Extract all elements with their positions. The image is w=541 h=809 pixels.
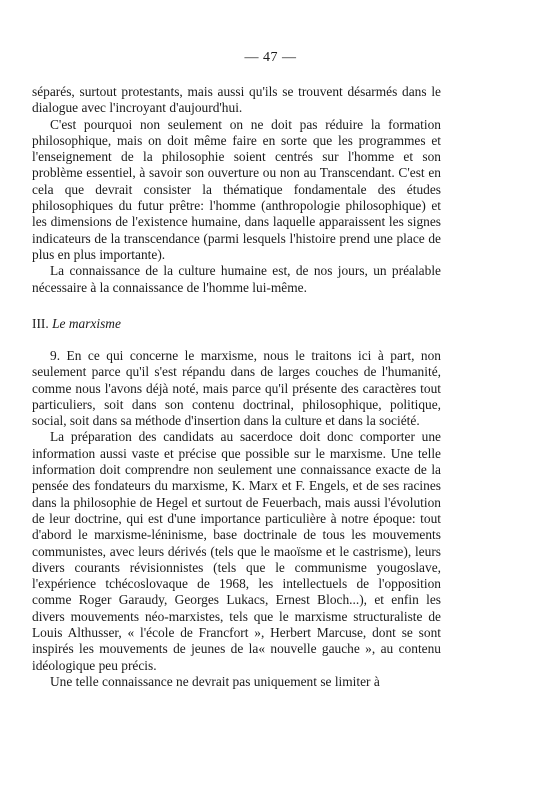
section-title: Le marxisme — [52, 316, 121, 331]
section-number: III. — [32, 316, 49, 331]
paragraph: La préparation des candidats au sacerdoce doit donc comporter une information aussi vaste et précise que possible sur le marxisme. Une telle information doit comprendre non seulement une connaissance exacte de la pensée des fondateurs du marxisme, K. Marx et F. Engels, et de ses racines dans la philosophie de Hegel et surtout de Feuerbach, mais aussi l'évolution de leur doctrine, qui est d'une importance particulière à notre époque: tout d'abord le marxisme-léninisme, base doctrinale de tous les mouvements communistes, avec leurs dérivés (tels que le maoïsme et le castrisme), leurs divers courants révisionnistes (tels que le communisme yougoslave, l'expérience tchécoslovaque de 1968, les intellectuels de l'opposition comme Roger Garaudy, Georges Lukacs, Ernest Bloch...), et enfin les divers mouvements néo-marxistes, tels que le marxisme structuraliste de Louis Althusser, « l'école de Francfort », Herbert Marcuse, dont se sont inspirés les mouvements de jeunes de la« nouvelle gauche », au contenu idéologique peu précis. — [32, 429, 441, 673]
paragraph: C'est pourquoi non seulement on ne doit pas réduire la formation philosophique, mais on doit même faire en sorte que les programmes et l'enseignement de la philosophie soient centrés sur l'homme et son problème essentiel, à savoir son ouverture ou non au Transcendant. C'est en cela que devrait consister la thématique fondamentale des études philosophiques du futur prêtre: l'homme (anthropologie philosophique) et les dimensions de l'existence humaine, dans laquelle apparaissent les signes indicateurs de la transcendance (parmi lesquels l'histoire prend une place de plus en plus importante). — [32, 116, 441, 262]
paragraph-continuation: séparés, surtout protestants, mais aussi qu'ils se trouvent désarmés dans le dialogue avec l'incroyant d'aujourd'hui. — [32, 84, 441, 116]
text-block-1 — [32, 84, 441, 296]
paragraph: 9. En ce qui concerne le marxisme, nous le traitons ici à part, non seulement parce qu'il s'est répandu dans de larges couches de l'humanité, comme nous l'avons déjà noté, mais parce qu'il présente des caractères tout particuliers, soit dans son contenu doctrinal, philosophique, politique, social, soit dans sa méthode d'insertion dans la culture et dans la société. — [32, 348, 441, 429]
section-heading — [32, 316, 121, 332]
text-block-2 — [32, 348, 441, 690]
paragraph-partial: Une telle connaissance ne devrait pas uniquement se limiter à — [50, 673, 380, 689]
page-number: — 47 — — [244, 50, 297, 65]
paragraph: La connaissance de la culture humaine est, de nos jours, un préalable nécessaire à la connaissance de l'homme lui-même. — [32, 263, 441, 295]
